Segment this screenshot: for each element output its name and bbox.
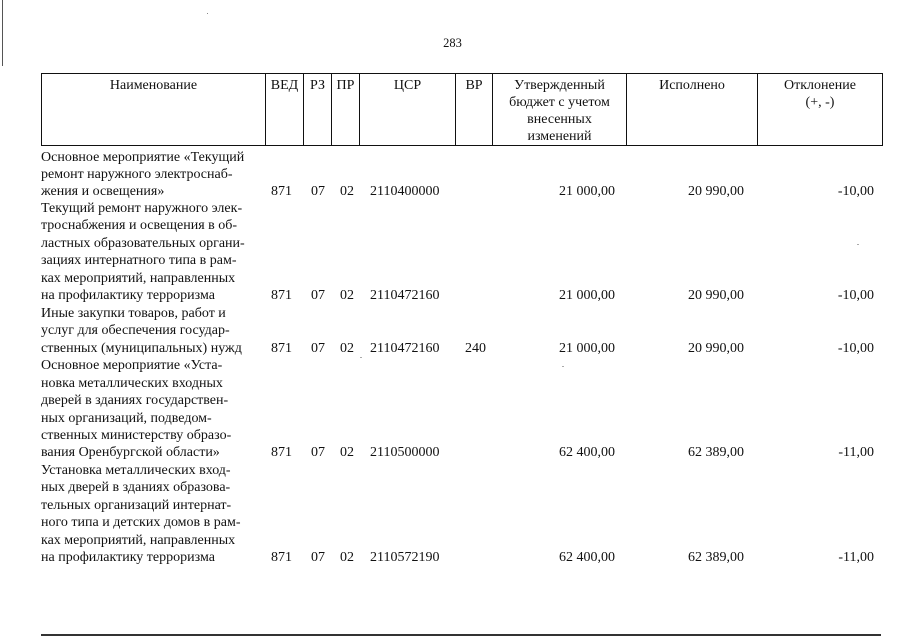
header-csr-label: ЦСР — [393, 78, 422, 93]
header-executed — [626, 74, 757, 145]
footer-rule — [41, 634, 881, 636]
row-deviation: -11,00 — [838, 445, 874, 460]
left-margin-mark — [2, 0, 3, 66]
row-deviation: -10,00 — [837, 341, 874, 356]
row-vr: 240 — [465, 341, 486, 356]
row-name-line: Иные закупки товаров, работ и — [41, 306, 226, 321]
row-name-line: жения и освещения» — [41, 184, 165, 199]
header-budget-line: бюджет с учетом — [509, 95, 610, 110]
header-name — [42, 74, 265, 145]
header-pr-label: ПР — [336, 78, 355, 93]
scan-speck — [857, 244, 859, 245]
row-name-line: услуг для обеспечения государ- — [41, 323, 230, 338]
header-ved-label: ВЕД — [270, 78, 299, 93]
row-ved: 871 — [271, 184, 292, 199]
row-pr: 02 — [340, 550, 354, 565]
row-executed: 20 990,00 — [688, 288, 744, 303]
header-budget-line: Утвержденный — [514, 78, 605, 93]
header-deviation — [757, 74, 882, 145]
header-executed-label: Исполнено — [659, 78, 725, 93]
row-rz: 07 — [311, 288, 325, 303]
row-name-line: зациях интернатного типа в рам- — [41, 253, 237, 268]
table-header — [41, 73, 883, 146]
row-csr: 2110472160 — [370, 288, 440, 303]
header-budget-line: изменений — [527, 129, 592, 144]
header-ved — [265, 74, 303, 145]
row-deviation: -11,00 — [838, 550, 874, 565]
row-name-line: ственных (муниципальных) нужд — [41, 341, 242, 356]
header-budget — [492, 74, 626, 145]
row-name-line: Основное мероприятие «Текущий — [41, 150, 245, 165]
header-rz — [303, 74, 331, 145]
row-name-line: ных организаций, подведом- — [41, 411, 212, 426]
header-name-label: Наименование — [109, 78, 198, 93]
page-number: 283 — [443, 36, 462, 50]
row-ved: 871 — [271, 445, 292, 460]
row-name-line: на профилактику терроризма — [41, 288, 215, 303]
row-rz: 07 — [311, 550, 325, 565]
row-executed: 20 990,00 — [688, 184, 744, 199]
header-vr-label: ВР — [465, 78, 483, 93]
row-budget: 62 400,00 — [559, 445, 615, 460]
header-deviation-line: (+, -) — [805, 95, 835, 110]
scan-speck — [360, 357, 362, 358]
header-budget-line: внесенных — [527, 112, 592, 127]
row-name-line: Текущий ремонт наружного элек- — [41, 201, 243, 216]
scan-speck — [562, 366, 564, 367]
scan-speck — [207, 13, 208, 14]
row-ved: 871 — [271, 341, 292, 356]
row-rz: 07 — [311, 445, 325, 460]
header-csr — [359, 74, 455, 145]
row-pr: 02 — [340, 445, 354, 460]
row-budget: 21 000,00 — [559, 341, 615, 356]
row-name-line: ках мероприятий, направленных — [41, 533, 236, 548]
row-csr: 2110500000 — [370, 445, 440, 460]
row-pr: 02 — [340, 288, 354, 303]
row-pr: 02 — [340, 341, 354, 356]
row-name-line: на профилактику терроризма — [41, 550, 215, 565]
row-name-line: ственных министерству образо- — [41, 428, 232, 443]
row-name-line: ках мероприятий, направленных — [41, 271, 236, 286]
row-name-line: Установка металлических вход- — [41, 463, 231, 478]
row-name-line: ремонт наружного электроснаб- — [41, 167, 233, 182]
row-rz: 07 — [311, 184, 325, 199]
row-csr: 2110400000 — [370, 184, 440, 199]
row-budget: 21 000,00 — [559, 184, 615, 199]
row-pr: 02 — [340, 184, 354, 199]
row-name-line: новка металлических входных — [41, 376, 223, 391]
row-name-line: ного типа и детских домов в рам- — [41, 515, 241, 530]
row-executed: 20 990,00 — [688, 341, 744, 356]
row-csr: 2110572190 — [370, 550, 440, 565]
row-executed: 62 389,00 — [688, 445, 744, 460]
row-ved: 871 — [271, 288, 292, 303]
row-name-line: ластных образовательных органи- — [41, 236, 245, 251]
row-name-line: троснабжения и освещения в об- — [41, 218, 238, 233]
row-budget: 21 000,00 — [559, 288, 615, 303]
row-deviation: -10,00 — [837, 288, 874, 303]
row-ved: 871 — [271, 550, 292, 565]
row-name-line: дверей в зданиях государствен- — [41, 393, 229, 408]
row-name-line: тельных организаций интернат- — [41, 498, 232, 513]
row-csr: 2110472160 — [370, 341, 440, 356]
header-vr — [455, 74, 492, 145]
row-name-line: вания Оренбургской области» — [41, 445, 220, 460]
row-name-line: Основное мероприятие «Уста- — [41, 358, 223, 373]
row-budget: 62 400,00 — [559, 550, 615, 565]
row-name-line: ных дверей в зданиях образова- — [41, 480, 231, 495]
row-rz: 07 — [311, 341, 325, 356]
header-deviation-line: Отклонение — [784, 78, 856, 93]
header-pr — [331, 74, 359, 145]
row-executed: 62 389,00 — [688, 550, 744, 565]
header-rz-label: РЗ — [310, 78, 325, 93]
row-deviation: -10,00 — [837, 184, 874, 199]
